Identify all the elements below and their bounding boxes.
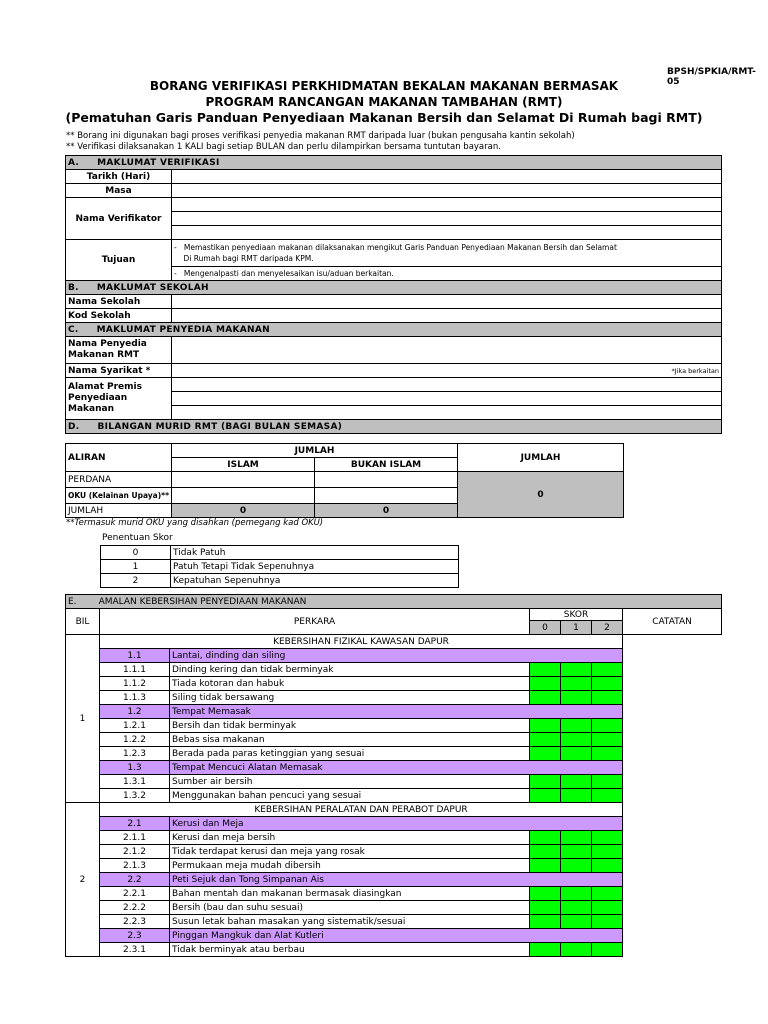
group-bil: 2 [66,803,100,957]
score-2-cell[interactable] [592,901,623,915]
jumlah-col-head: JUMLAH [458,444,624,472]
score-2-cell[interactable] [592,691,623,705]
sub-spacer [623,649,722,663]
skor-head: SKOR [530,609,623,621]
score-2-cell[interactable] [592,943,623,957]
score-1-cell[interactable] [561,915,592,929]
checklist-row [66,915,722,929]
aliran-label: ALIRAN [66,444,172,472]
score-1-cell[interactable] [561,831,592,845]
section-e-header [66,595,722,609]
tujuan-item-1: Memastikan penyediaan makanan dilaksanakan mengikut Garis Panduan Penyediaan Makanan Bersih dan Selamat [183,243,617,252]
score-2-cell[interactable] [592,677,623,691]
catatan-cell[interactable] [623,747,722,761]
score-1-cell[interactable] [561,789,592,803]
tujuan-bullet-2: - [174,269,177,278]
section-d-title: BILANGAN MURID RMT (BAGI BULAN SEMASA) [97,421,343,432]
score-2-cell[interactable] [592,845,623,859]
masa-field[interactable] [172,184,722,198]
sub-title: Lantai, dinding dan siling [170,649,623,663]
catatan-cell[interactable] [623,887,722,901]
catatan-cell[interactable] [623,663,722,677]
tujuan-label: Tujuan [66,240,172,281]
subheading-row [66,873,722,887]
score-1-cell[interactable] [561,677,592,691]
skor-legend-row [101,546,459,560]
score-1-cell[interactable] [561,901,592,915]
score-1-cell[interactable] [561,775,592,789]
sub-title: Kerusi dan Meja [170,817,623,831]
oku-label: OKU (Kelainan Upaya)** [66,488,172,504]
score-1-cell[interactable] [561,691,592,705]
checklist-row [66,887,722,901]
jika-berkaitan-note: *Jika berkaitan [671,366,720,375]
perdana-label: PERDANA [66,472,172,488]
checklist-row [66,845,722,859]
section-e-title: AMALAN KEBERSIHAN PENYEDIAAN MAKANAN [98,596,307,607]
section-c-letter: C. [68,324,79,335]
checklist-row [66,789,722,803]
nama-penyedia-field[interactable] [172,337,722,364]
nama-verifikator-label: Nama Verifikator [66,198,172,240]
skor-legend-row [101,560,459,574]
sub-spacer [623,817,722,831]
catatan-cell[interactable] [623,943,722,957]
perdana-islam-field[interactable] [172,472,315,488]
score-1-cell[interactable] [561,943,592,957]
item-number: 1.1.3 [100,691,170,705]
item-text: Siling tidak bersawang [170,691,530,705]
score-2-cell[interactable] [592,831,623,845]
score-0-cell[interactable] [530,677,561,691]
catatan-cell[interactable] [623,775,722,789]
subheading-row [66,761,722,775]
bil-head: BIL [66,609,100,635]
subheading-row [66,817,722,831]
item-text: Tiada kotoran dan habuk [170,677,530,691]
item-text: Menggunakan bahan pencuci yang sesuai [170,789,530,803]
item-text: Bahan mentah dan makanan bermasak diasingkan [170,887,530,901]
score-2-cell[interactable] [592,663,623,677]
checklist-row [66,719,722,733]
score-2-cell[interactable] [592,775,623,789]
checklist-row [66,747,722,761]
bukan-islam-head: BUKAN ISLAM [315,458,458,472]
checklist-row [66,677,722,691]
sub-number: 2.2 [100,873,170,887]
catatan-cell[interactable] [623,677,722,691]
catatan-cell[interactable] [623,901,722,915]
item-text: Dinding kering dan tidak berminyak [170,663,530,677]
score-0-cell[interactable] [530,901,561,915]
score-2-cell[interactable] [592,859,623,873]
score-0-cell[interactable] [530,887,561,901]
alamat-field-3[interactable] [172,406,722,420]
sub-spacer [623,929,722,943]
score-0-cell[interactable] [530,943,561,957]
group-heading-spacer [623,803,722,817]
tujuan-item-2: Mengenalpasti dan menyelesaikan isu/aduan berkaitan. [183,269,394,278]
score-1-cell[interactable] [561,733,592,747]
score-0-cell[interactable] [530,691,561,705]
catatan-head: CATATAN [623,609,722,635]
sub-title: Peti Sejuk dan Tong Simpanan Ais [170,873,623,887]
sub-spacer [623,873,722,887]
skor-legend-score: 2 [101,574,171,588]
grand-total: 0 [458,472,624,518]
skor-1-head: 1 [561,621,592,635]
catatan-cell[interactable] [623,789,722,803]
checklist-row [66,775,722,789]
alamat-label: Alamat Premis Penyediaan Makanan [66,378,172,420]
catatan-cell[interactable] [623,733,722,747]
score-2-cell[interactable] [592,733,623,747]
section-c-title: MAKLUMAT PENYEDIA MAKANAN [96,324,270,335]
skor-legend-score: 0 [101,546,171,560]
checklist-row [66,663,722,677]
subheading-row [66,929,722,943]
score-0-cell[interactable] [530,719,561,733]
item-number: 2.2.2 [100,901,170,915]
skor-legend-desc: Tidak Patuh [171,546,459,560]
item-number: 2.2.3 [100,915,170,929]
section-a-title: MAKLUMAT VERIFIKASI [97,157,220,168]
note-2: ** Verifikasi dilaksanakan 1 KALI bagi setiap BULAN dan perlu dilampirkan bersama tuntutan bayaran. [66,142,501,152]
item-number: 1.1.1 [100,663,170,677]
nama-penyedia-label: Nama Penyedia Makanan RMT [66,337,172,364]
form-code: BPSH/SPKIA/RMT-05 [667,67,756,87]
item-text: Tidak berminyak atau berbau [170,943,530,957]
group-heading: KEBERSIHAN PERALATAN DAN PERABOT DAPUR [100,803,623,817]
item-number: 2.1.1 [100,831,170,845]
subheading-row [66,705,722,719]
item-number: 1.2.3 [100,747,170,761]
item-text: Berada pada paras ketinggian yang sesuai [170,747,530,761]
item-text: Tidak terdapat kerusi dan meja yang rosak [170,845,530,859]
group-heading: KEBERSIHAN FIZIKAL KAWASAN DAPUR [100,635,623,649]
item-number: 1.2.2 [100,733,170,747]
oku-footnote: **Termasuk murid OKU yang disahkan (pemegang kad OKU) [66,518,324,528]
skor-legend-row [101,574,459,588]
skor-legend-title: Penentuan Skor [102,533,173,543]
subheading-row [66,649,722,663]
note-1: ** Borang ini digunakan bagi proses verifikasi penyedia makanan RMT daripada luar (bukan pengusaha kantin sekolah) [66,131,575,141]
catatan-cell[interactable] [623,719,722,733]
catatan-cell[interactable] [623,845,722,859]
score-0-cell[interactable] [530,663,561,677]
score-1-cell[interactable] [561,747,592,761]
section-e-letter: E. [68,596,77,607]
jumlah-head: JUMLAH [172,444,458,458]
item-number: 1.2.1 [100,719,170,733]
info-table [65,155,722,434]
skor-legend-score: 1 [101,560,171,574]
masa-label: Masa [66,184,172,198]
catatan-cell[interactable] [623,691,722,705]
sub-number: 1.1 [100,649,170,663]
score-1-cell[interactable] [561,663,592,677]
sub-title: Tempat Memasak [170,705,623,719]
section-a-letter: A. [68,157,80,168]
group-bil: 1 [66,635,100,803]
score-0-cell[interactable] [530,831,561,845]
oku-islam-field[interactable] [172,488,315,504]
score-0-cell[interactable] [530,775,561,789]
item-text: Permukaan meja mudah dibersih [170,859,530,873]
oku-bukan-islam-field[interactable] [315,488,458,504]
section-c-header [66,323,722,337]
sub-number: 2.3 [100,929,170,943]
section-a-header [66,156,722,170]
form-title-line-2: PROGRAM RANCANGAN MAKANAN TAMBAHAN (RMT) [205,95,563,109]
verifikator-field-3[interactable] [172,226,722,240]
score-0-cell[interactable] [530,747,561,761]
checklist-row [66,831,722,845]
item-text: Bersih (bau dan suhu sesuai) [170,901,530,915]
score-0-cell[interactable] [530,859,561,873]
section-b-letter: B. [68,282,79,293]
checklist-row [66,859,722,873]
score-2-cell[interactable] [592,887,623,901]
kod-sekolah-field[interactable] [172,309,722,323]
skor-legend-desc: Patuh Tetapi Tidak Sepenuhnya [171,560,459,574]
score-2-cell[interactable] [592,747,623,761]
section-d-header [66,420,722,434]
score-2-cell[interactable] [592,789,623,803]
group-heading-spacer [623,635,722,649]
item-number: 2.3.1 [100,943,170,957]
sub-title: Pinggan Mangkuk dan Alat Kutleri [170,929,623,943]
alamat-field-2[interactable] [172,392,722,406]
form-title-line-1: BORANG VERIFIKASI PERKHIDMATAN BEKALAN MAKANAN BERMASAK [149,79,619,93]
item-text: Bersih dan tidak berminyak [170,719,530,733]
sub-number: 1.3 [100,761,170,775]
checklist-row [66,901,722,915]
islam-head: ISLAM [172,458,315,472]
alamat-field-1[interactable] [172,378,722,392]
sub-spacer [623,705,722,719]
catatan-cell[interactable] [623,859,722,873]
group-heading-row [66,803,722,817]
sub-number: 2.1 [100,817,170,831]
item-number: 1.1.2 [100,677,170,691]
group-heading-row [66,635,722,649]
checklist-row [66,943,722,957]
score-0-cell[interactable] [530,845,561,859]
item-number: 2.1.2 [100,845,170,859]
section-d-letter: D. [68,421,80,432]
tarikh-field[interactable] [172,170,722,184]
jumlah-bukan-islam-value: 0 [315,504,458,518]
sub-spacer [623,761,722,775]
hygiene-table [65,594,722,957]
item-number: 2.2.1 [100,887,170,901]
score-0-cell[interactable] [530,733,561,747]
item-number: 1.3.2 [100,789,170,803]
score-0-cell[interactable] [530,789,561,803]
checklist-row [66,733,722,747]
score-1-cell[interactable] [561,719,592,733]
verifikator-field-2[interactable] [172,212,722,226]
sub-title: Tempat Mencuci Alatan Memasak [170,761,623,775]
tarikh-label: Tarikh (Hari) [66,170,172,184]
section-b-title: MAKLUMAT SEKOLAH [96,282,209,293]
score-1-cell[interactable] [561,887,592,901]
jumlah-row-label: JUMLAH [66,504,172,518]
tujuan-item-1-cont: Di Rumah bagi RMT daripada KPM. [183,254,314,263]
verifikator-field-1[interactable] [172,198,722,212]
nama-syarikat-field[interactable] [172,364,722,378]
score-0-cell[interactable] [530,915,561,929]
skor-legend-desc: Kepatuhan Sepenuhnya [171,574,459,588]
catatan-cell[interactable] [623,915,722,929]
item-text: Susun letak bahan masakan yang sistematik/sesuai [170,915,530,929]
score-1-cell[interactable] [561,859,592,873]
skor-0-head: 0 [530,621,561,635]
student-count-table [65,443,624,518]
score-2-cell[interactable] [592,719,623,733]
catatan-cell[interactable] [623,831,722,845]
checklist-row [66,691,722,705]
skor-legend [100,545,459,588]
tujuan-bullet-1: - [174,243,177,252]
nama-sekolah-label: Nama Sekolah [66,295,172,309]
jumlah-islam-value: 0 [172,504,315,518]
item-number: 2.1.3 [100,859,170,873]
item-text: Bebas sisa makanan [170,733,530,747]
perdana-bukan-islam-field[interactable] [315,472,458,488]
nama-sekolah-field[interactable] [172,295,722,309]
item-text: Kerusi dan meja bersih [170,831,530,845]
perkara-head: PERKARA [100,609,530,635]
score-1-cell[interactable] [561,845,592,859]
item-text: Sumber air bersih [170,775,530,789]
form-title-line-3: (Pematuhan Garis Panduan Penyediaan Makanan Bersih dan Selamat Di Rumah bagi RMT) [65,110,703,125]
item-number: 1.3.1 [100,775,170,789]
sub-number: 1.2 [100,705,170,719]
section-b-header [66,281,722,295]
skor-2-head: 2 [592,621,623,635]
kod-sekolah-label: Kod Sekolah [66,309,172,323]
score-2-cell[interactable] [592,915,623,929]
nama-syarikat-label: Nama Syarikat * [66,364,172,378]
